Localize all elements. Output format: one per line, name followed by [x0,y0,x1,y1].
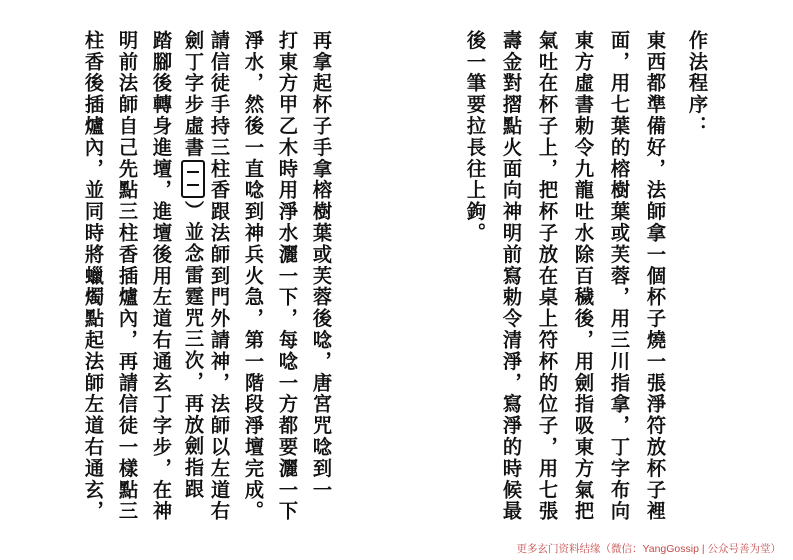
text-column: 打東方甲乙木時用淨水灑一下，每唸一方都要灑一下 [276,30,299,523]
text-column: 柱香後插爐內，並同時將蠟燭點起法師左道右通玄， [82,30,105,523]
footer-watermark: 更多玄门资料结缘（微信：YangGossip | 公众号善为堂） [516,543,781,555]
text-column: 壽金對摺點火面向神明前寫勅令清淨，寫淨的時候最 [500,30,523,523]
text-column: 後一筆要拉長往上鉤。 [464,30,487,244]
column-text-before-seal: 劍丁字步虛書 [182,30,205,159]
text-column: 請信徒手持三柱香跟法師到門外請神，法師以左道右 [208,30,231,523]
text-column: 明前法師自己先點三柱香插爐內，再請信徒一樣點三 [116,30,139,523]
text-column: 作法程序： [686,30,709,137]
talisman-seal-icon [181,160,205,198]
text-column [180,30,206,500]
column-text-after-seal: ）並念雷霆咒三次，再放劍指跟 [182,200,205,501]
text-column: 踏腳後轉身進壇，進壇後用左道右通玄丁字步，在神 [150,30,173,523]
text-column: 淨水，然後一直唸到神兵火急，第一階段淨壇完成。 [242,30,265,523]
text-column: 面，用七葉的榕樹葉或芙蓉，用三川指拿，丁字布向 [608,30,631,523]
text-column: 東西都準備好，法師拿一個杯子燒一張淨符放杯子裡 [644,30,667,523]
text-column: 氣吐在杯子上，把杯子放在桌上符杯的位子，用七張 [536,30,559,523]
text-column: 東方虛書勅令九龍吐水除百穢後，用劍指吸東方氣把 [572,30,595,523]
text-column: 再拿起杯子手拿榕樹葉或芙蓉後唸，唐宮咒唸到一 [310,30,333,501]
